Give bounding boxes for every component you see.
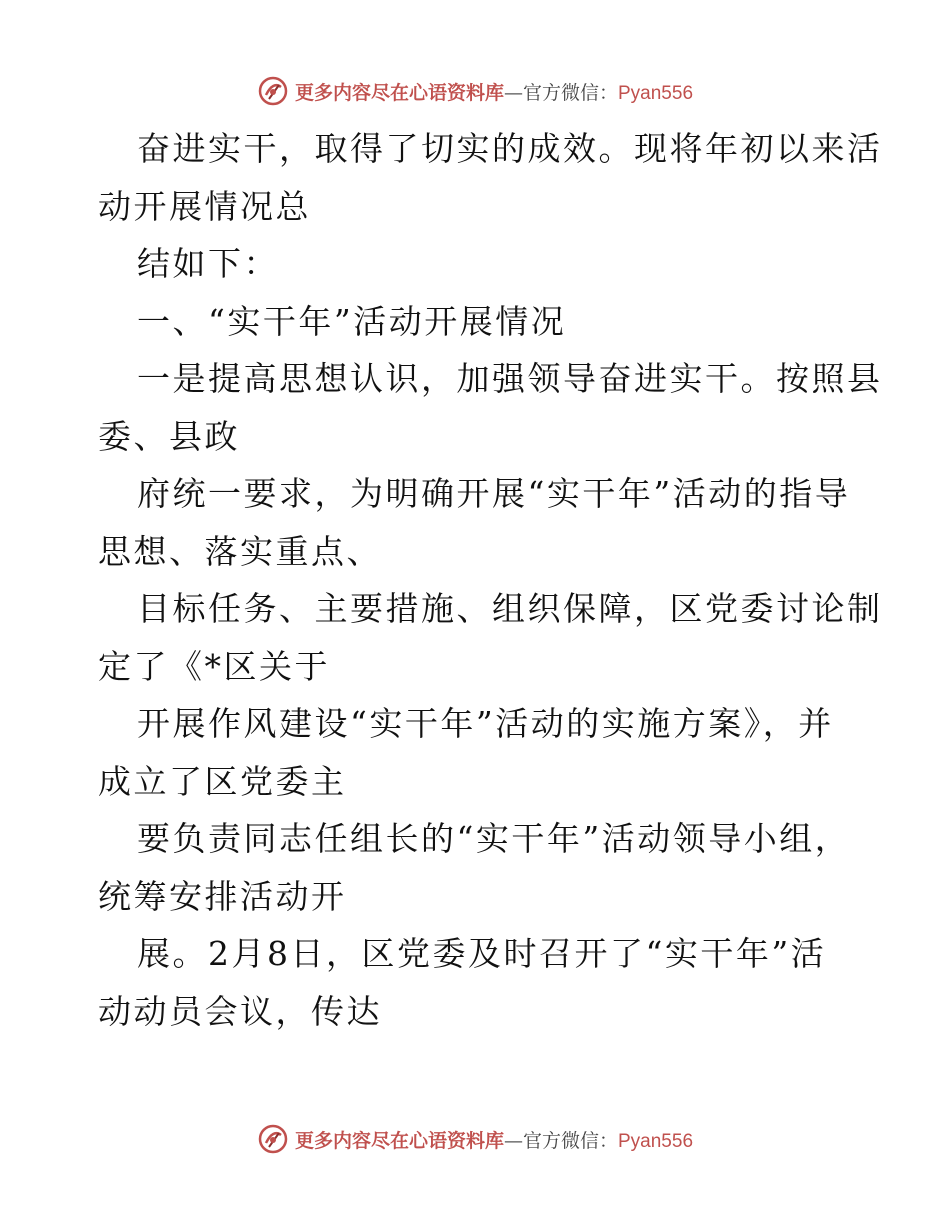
watermark-text (295, 78, 693, 105)
logo-icon (257, 75, 289, 107)
text-line: 委、县政 (98, 416, 240, 456)
watermark-separator: — (503, 81, 523, 104)
text-line: 定了《*区关于 (98, 646, 330, 686)
text-line: 要负责同志任组长的“实干年”活动领导小组， (137, 819, 851, 858)
text-line: 府统一要求，为明确开展“实干年”活动的指导 (137, 474, 851, 513)
text-line: 开展作风建设“实干年”活动的实施方案》，并 (137, 704, 834, 743)
text-line: 成立了区党委主 (98, 761, 347, 801)
text-line: 统筹安排活动开 (98, 876, 347, 916)
watermark-brand: 更多内容尽在心语资料库 (294, 1129, 504, 1152)
watermark-label: 官方微信： (522, 81, 618, 104)
watermark-account: Pyan556 (618, 1130, 694, 1152)
watermark-separator: — (503, 1129, 523, 1152)
section-heading: 一、“实干年”活动开展情况 (137, 301, 567, 341)
text-line: 奋进实干，取得了切实的成效。现将年初以来活 (137, 129, 883, 168)
text-line: 一是提高思想认识，加强领导奋进实干。按照县 (137, 359, 883, 398)
text-line: 展。2月8日，区党委及时召开了“实干年”活 (137, 934, 827, 973)
text-line: 目标任务、主要措施、组织保障，区党委讨论制 (137, 589, 883, 628)
footer-watermark (0, 1122, 950, 1156)
watermark-account: Pyan556 (618, 82, 694, 104)
text-line: 动开展情况总 (98, 186, 311, 226)
text-line: 结如下： (137, 244, 279, 283)
logo-icon (257, 1123, 289, 1155)
header-watermark (0, 74, 950, 108)
watermark-brand: 更多内容尽在心语资料库 (294, 81, 504, 104)
watermark-label: 官方微信： (522, 1129, 618, 1152)
document-body (98, 120, 883, 1040)
watermark-text (295, 1126, 693, 1153)
text-line: 思想、落实重点、 (98, 531, 382, 571)
text-line: 动动员会议，传达 (98, 991, 382, 1031)
